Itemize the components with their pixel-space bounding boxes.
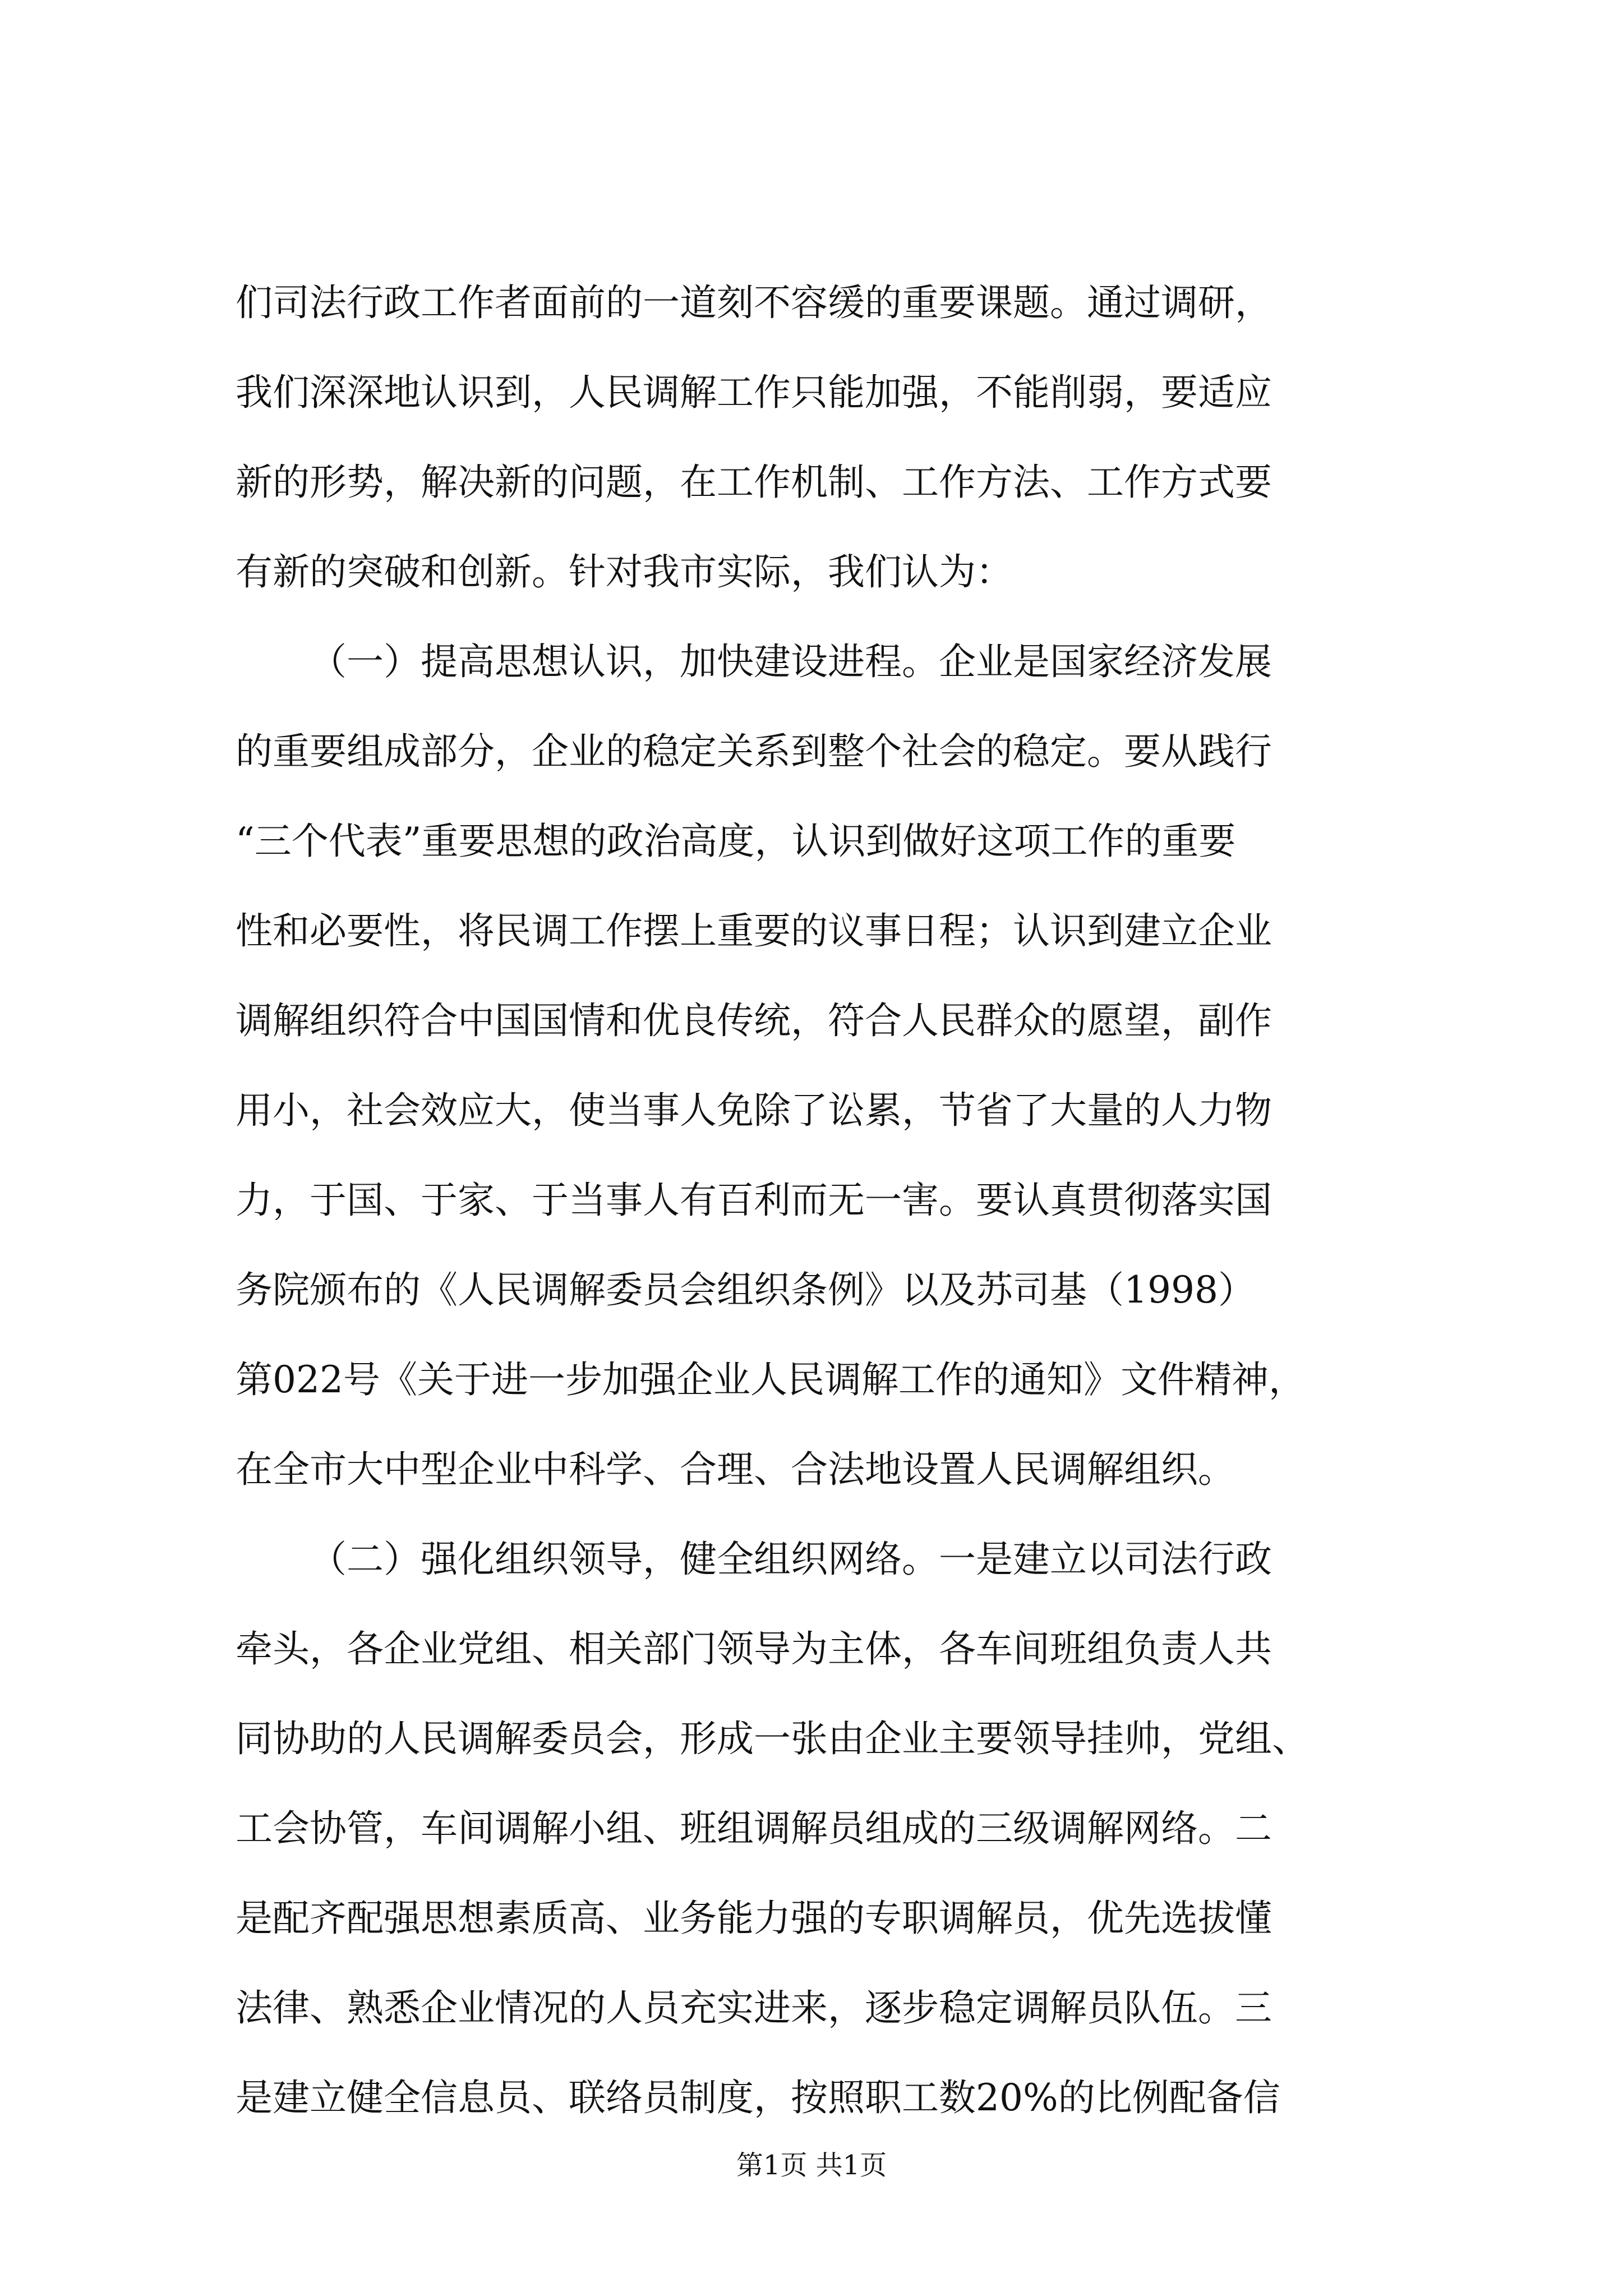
text-line: 法律、熟悉企业情况的人员充实进来，逐步稳定调解员队伍。三 — [236, 1986, 1272, 2030]
text-line: 在全市大中型企业中科学、合理、合法地设置人民调解组织。 — [236, 1448, 1235, 1491]
text-line: 工会协管，车间调解小组、班组调解员组成的三级调解网络。二 — [236, 1807, 1272, 1850]
text-line: 们司法行政工作者面前的一道刻不容缓的重要课题。通过调研， — [236, 281, 1272, 324]
text-line: 有新的突破和创新。针对我市实际，我们认为： — [236, 550, 1013, 593]
paragraph-heading-line: （二）强化组织领导，健全组织网络。一是建立以司法行政 — [310, 1538, 1272, 1581]
text-line: 调解组织符合中国国情和优良传统，符合人民群众的愿望，副作 — [236, 999, 1272, 1042]
text-line: 是配齐配强思想素质高、业务能力强的专职调解员，优先选拔懂 — [236, 1897, 1272, 1940]
text-line: 第022号《关于进一步加强企业人民调解工作的通知》文件精神， — [236, 1358, 1306, 1401]
text-line: 新的形势，解决新的问题，在工作机制、工作方法、工作方式要 — [236, 461, 1272, 504]
text-line: 务院颁布的《人民调解委员会组织条例》以及苏司基（1998） — [236, 1268, 1255, 1312]
text-line: 性和必要性，将民调工作摆上重要的议事日程；认识到建立企业 — [236, 909, 1272, 953]
text-line: 是建立健全信息员、联络员制度，按照职工数20%的比例配备信 — [236, 2076, 1280, 2119]
text-line: “三个代表”重要思想的政治高度，认识到做好这项工作的重要 — [236, 820, 1236, 863]
paragraph-heading-line: （一）提高思想认识，加快建设进程。企业是国家经济发展 — [310, 640, 1272, 683]
text-line: 同协助的人民调解委员会，形成一张由企业主要领导挂帅，党组、 — [236, 1717, 1309, 1760]
text-line: 的重要组成部分，企业的稳定关系到整个社会的稳定。要从践行 — [236, 730, 1272, 773]
text-line: 用小，社会效应大，使当事人免除了讼累，节省了大量的人力物 — [236, 1089, 1272, 1132]
text-line: 牵头，各企业党组、相关部门领导为主体，各车间班组负责人共 — [236, 1627, 1272, 1671]
page-footer: 第1页 共1页 — [736, 2150, 887, 2181]
text-line: 我们深深地认识到，人民调解工作只能加强，不能削弱，要适应 — [236, 371, 1272, 414]
text-line: 力，于国、于家、于当事人有百利而无一害。要认真贯彻落实国 — [236, 1179, 1272, 1222]
